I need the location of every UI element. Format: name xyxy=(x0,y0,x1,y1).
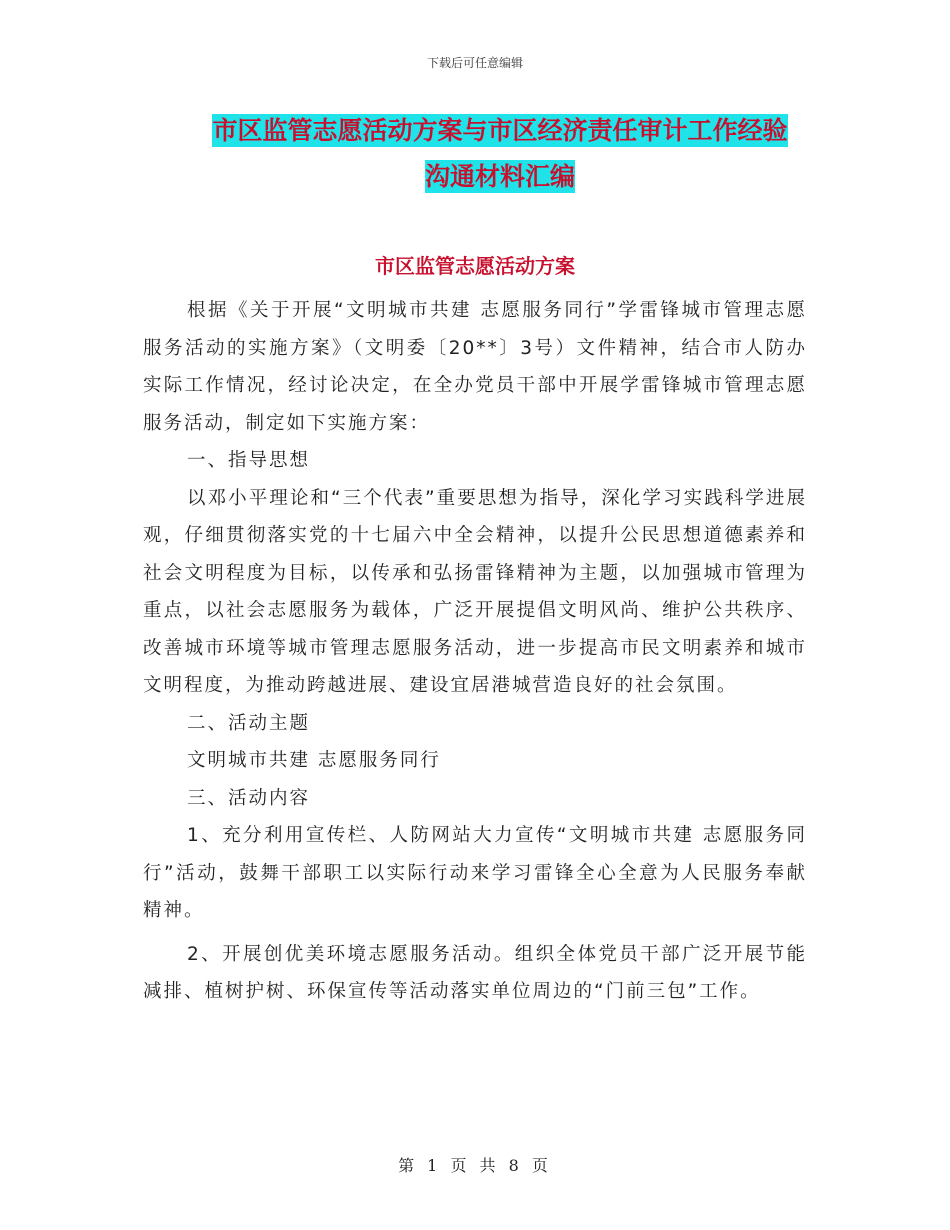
paragraph-content-item-1: 1、充分利用宣传栏、人防网站大力宣传“文明城市共建 志愿服务同行”活动，鼓舞干部职工以实际行动来学习雷锋全心全意为人民服务奉献精神。 xyxy=(143,825,807,921)
title-line-1: 市区监管志愿活动方案与市区经济责任审计工作经验 xyxy=(212,116,788,145)
heading-activity-content: 三、活动内容 xyxy=(187,787,311,809)
paragraph-activity-theme: 文明城市共建 志愿服务同行 xyxy=(187,750,441,771)
section-title: 市区监管志愿活动方案 xyxy=(375,254,575,278)
page-footer: 第 1 页 共 8 页 xyxy=(398,1156,552,1175)
paragraph-content-item-2: 2、开展创优美环境志愿服务活动。组织全体党员干部广泛开展节能减排、植树护树、环保宣传等活动落实单位周边的“门前三包”工作。 xyxy=(143,943,807,1002)
header-note: 下载后可任意编辑 xyxy=(426,56,523,70)
document-title xyxy=(140,108,860,200)
heading-guiding-thought: 一、指导思想 xyxy=(187,450,311,471)
paragraph-guiding-thought: 以邓小平理论和“三个代表”重要思想为指导，深化学习实践科学进展观，仔细贯彻落实党的十七届六中全会精神，以提升公民思想道德素养和社会文明程度为目标，以传承和弘扬雷锋精神为主题，以加强城市管理为重点，以社会志愿服务为载体，广泛开展提倡文明风尚、维护公共秩序、改善城市环境等城市管理志愿服务活动，进一步提高市民文明素养和城市文明程度，为推动跨越进展、建设宜居港城营造良好的社会氛围。 xyxy=(143,487,807,696)
heading-activity-theme: 二、活动主题 xyxy=(187,712,311,734)
title-line-2: 沟通材料汇编 xyxy=(424,162,575,191)
paragraph-intro: 根据《关于开展“文明城市共建 志愿服务同行”学雷锋城市管理志愿服务活动的实施方案》（文明委〔20**〕3号）文件精神，结合市人防办实际工作情况，经讨论决定，在全办党员干部中开展学雷锋城市管理志愿服务活动，制定如下实施方案： xyxy=(143,300,807,434)
document-body xyxy=(143,292,807,1011)
